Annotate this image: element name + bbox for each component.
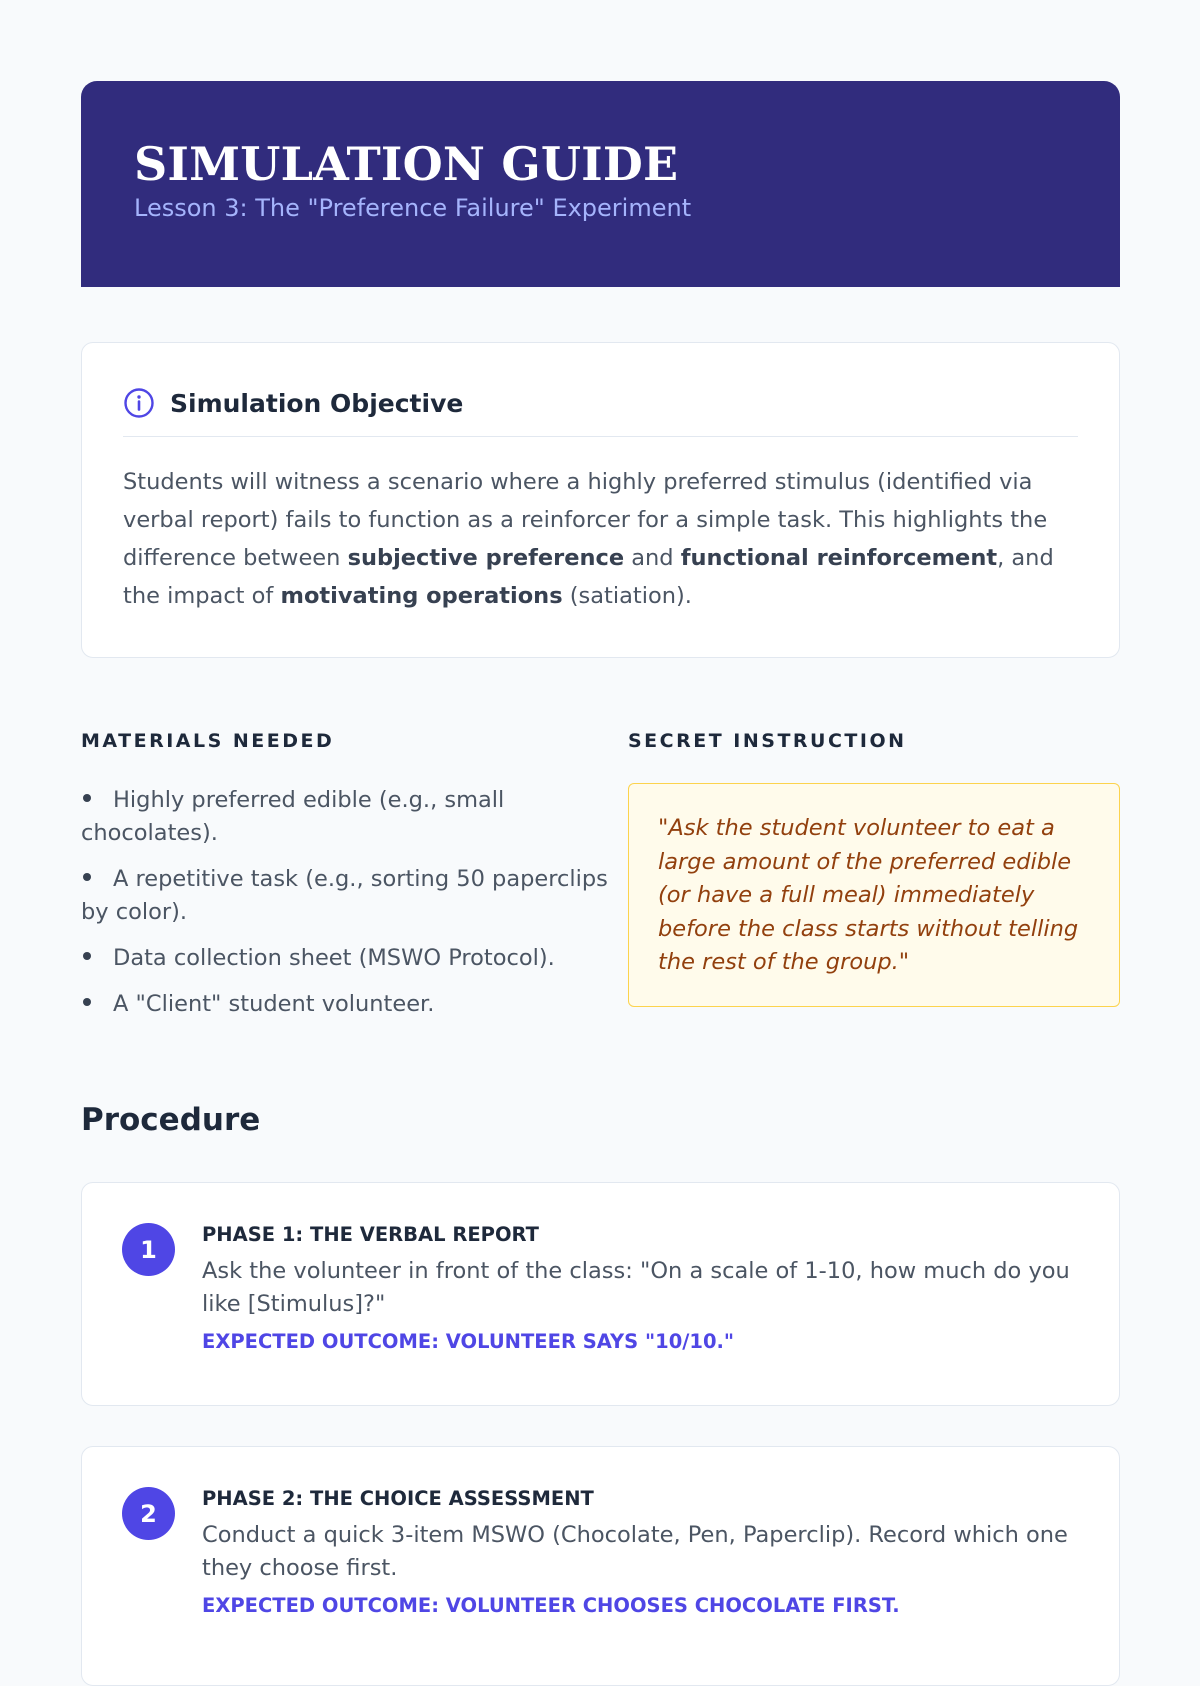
list-item-text: A repetitive task (e.g., sorting 50 paperclips by color). bbox=[81, 866, 608, 925]
bullet bbox=[83, 873, 91, 881]
materials-section bbox=[81, 728, 628, 1068]
phase-outcome: EXPECTED OUTCOME: VOLUNTEER CHOOSES CHOCOLATE FIRST. bbox=[202, 1594, 900, 1617]
objective-bold-term: motivating operations bbox=[280, 583, 563, 609]
list-item-text: Data collection sheet (MSWO Protocol). bbox=[113, 945, 555, 971]
objective-card bbox=[81, 342, 1120, 658]
header-banner bbox=[81, 81, 1120, 287]
materials-label: MATERIALS NEEDED bbox=[81, 730, 335, 752]
bullet bbox=[83, 998, 91, 1006]
objective-text-part: (satiation). bbox=[562, 583, 692, 609]
procedure-title: Procedure bbox=[81, 1102, 261, 1138]
bullet bbox=[83, 794, 91, 802]
list-item-text: Highly preferred edible (e.g., small chocolates). bbox=[81, 787, 505, 846]
list-item bbox=[81, 988, 628, 1021]
phase-text: Ask the volunteer in front of the class: "On a scale of 1-10, how much do you like [Stimulus]?" bbox=[202, 1258, 1070, 1317]
objective-header bbox=[123, 383, 1078, 423]
phase-card-1 bbox=[81, 1182, 1120, 1406]
objective-text-part: , and the impact of bbox=[123, 545, 1054, 609]
objective-title: Simulation Objective bbox=[170, 388, 464, 418]
page-title: SIMULATION GUIDE bbox=[134, 137, 679, 191]
phase-number-badge: 1 bbox=[122, 1223, 175, 1276]
list-item bbox=[81, 784, 628, 850]
bullet bbox=[83, 952, 91, 960]
materials-list bbox=[81, 784, 628, 1021]
objective-text-part: Students will witness a scenario where a highly preferred stimulus (identified via verbal report) fails to function as a reinforcer for a simple task. This highlights the difference between bbox=[123, 469, 1048, 571]
secret-instruction-box: "Ask the student volunteer to eat a large amount of the preferred edible (or have a full meal) immediately before the class starts without telling the rest of the group." bbox=[628, 783, 1120, 1007]
phase-body bbox=[202, 1221, 1079, 1405]
objective-text-part: and bbox=[624, 545, 681, 571]
list-item-text: A "Client" student volunteer. bbox=[113, 991, 435, 1017]
list-item bbox=[81, 863, 628, 929]
phase-text: Conduct a quick 3-item MSWO (Chocolate, Pen, Paperclip). Record which one they choose first. bbox=[202, 1522, 1068, 1581]
phase-title: PHASE 2: THE CHOICE ASSESSMENT bbox=[202, 1487, 594, 1510]
phase-card-2 bbox=[81, 1446, 1120, 1686]
secret-label: SECRET INSTRUCTION bbox=[628, 730, 907, 752]
phase-outcome: EXPECTED OUTCOME: VOLUNTEER SAYS "10/10." bbox=[202, 1330, 735, 1353]
phase-number-badge: 2 bbox=[122, 1487, 175, 1540]
info-icon bbox=[123, 387, 155, 419]
objective-divider bbox=[123, 436, 1078, 437]
objective-bold-term: functional reinforcement bbox=[680, 545, 998, 571]
materials-and-secret bbox=[81, 728, 1120, 1068]
objective-bold-term: subjective preference bbox=[347, 545, 625, 571]
phase-title: PHASE 1: THE VERBAL REPORT bbox=[202, 1223, 539, 1246]
secret-section bbox=[628, 728, 1120, 1068]
page-subtitle: Lesson 3: The "Preference Failure" Experiment bbox=[134, 194, 692, 222]
phase-body bbox=[202, 1485, 1079, 1685]
objective-text bbox=[123, 463, 1078, 615]
list-item bbox=[81, 942, 628, 975]
